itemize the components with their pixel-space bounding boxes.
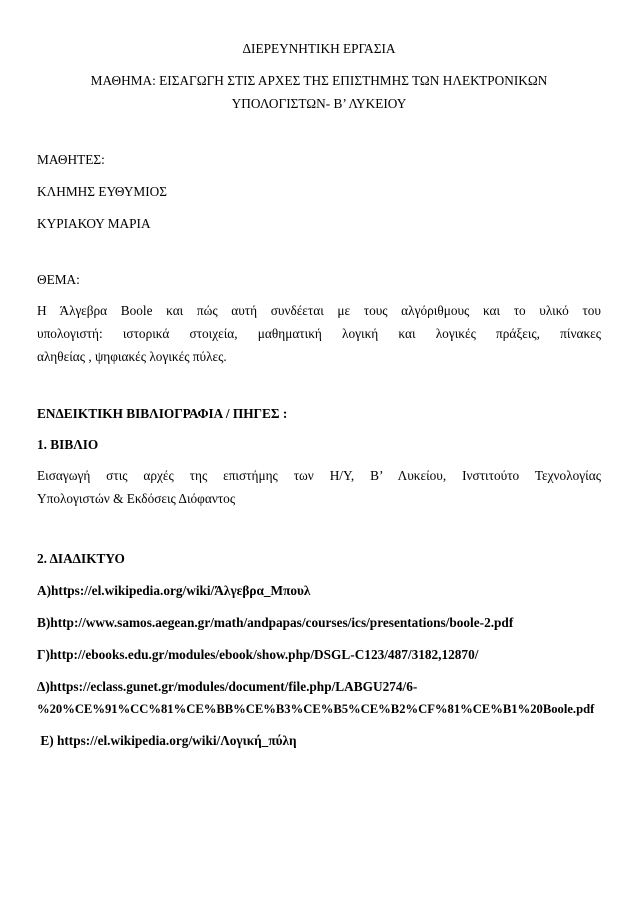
web-link[interactable]: Δ)https://eclass.gunet.gr/modules/document/file.php/LABGU274/6- xyxy=(37,679,418,694)
bibliography-heading: ΕΝΔΕΙΚΤΙΚΗ ΒΙΒΛΙΟΓΡΑΦΙΑ / ΠΗΓΕΣ : xyxy=(37,406,288,421)
student-name: ΚΛΗΜΗΣ ΕΥΘΥΜΙΟΣ xyxy=(37,184,168,199)
course-title-line-2: ΥΠΟΛΟΓΙΣΤΩΝ- Β’ ΛΥΚΕΙΟΥ xyxy=(231,96,407,111)
document-type-title: ΔΙΕΡΕΥΝΗΤΙΚΗ ΕΡΓΑΣΙΑ xyxy=(242,41,396,56)
book-reference-line: Εισαγωγή στις αρχές της επιστήμης των Η/Υ, Β’ Λυκείου, Ινστιτούτο Τεχνολογίας xyxy=(37,468,601,483)
web-link-continuation[interactable]: %20%CE%91%CC%81%CE%BB%CE%B3%CE%B5%CE%B2%CF%81%CE%B1%20Boole.pdf xyxy=(37,702,595,716)
web-section-heading: 2. ΔΙΑΔΙΚΤΥΟ xyxy=(37,551,125,566)
course-title-line-1: ΜΑΘΗΜΑ: ΕΙΣΑΓΩΓΗ ΣΤΙΣ ΑΡΧΕΣ ΤΗΣ ΕΠΙΣΤΗΜΗΣ ΤΩΝ ΗΛΕΚΤΡΟΝΙΚΩΝ xyxy=(90,73,548,88)
topic-text-line: Η Άλγεβρα Boole και πώς αυτή συνδέεται με τους αλγόριθμους και το υλικό του xyxy=(37,303,601,318)
book-section-heading: 1. ΒΙΒΛΙΟ xyxy=(37,437,99,452)
web-link[interactable]: Α)https://el.wikipedia.org/wiki/Άλγεβρα_Μπουλ xyxy=(37,583,311,598)
book-reference-line: Υπολογιστών & Εκδόσεις Διόφαντος xyxy=(37,491,236,506)
student-name: ΚΥΡΙΑΚΟΥ ΜΑΡΙΑ xyxy=(37,216,151,231)
topic-text-line: υπολογιστή: ιστορικά στοιχεία, μαθηματική λογική και λογικές πράξεις, πίνακες xyxy=(37,326,601,341)
topic-text-line: αληθείας , ψηφιακές λογικές πύλες. xyxy=(37,349,227,364)
web-link[interactable]: Β)http://www.samos.aegean.gr/math/andpapas/courses/ics/presentations/boole-2.pdf xyxy=(37,615,514,630)
topic-heading: ΘΕΜΑ: xyxy=(37,272,80,287)
students-heading: ΜΑΘΗΤΕΣ: xyxy=(37,152,105,167)
web-link[interactable]: Ε) https://el.wikipedia.org/wiki/Λογική_πύλη xyxy=(37,733,297,748)
web-link[interactable]: Γ)http://ebooks.edu.gr/modules/ebook/show.php/DSGL-C123/487/3182,12870/ xyxy=(37,647,479,662)
